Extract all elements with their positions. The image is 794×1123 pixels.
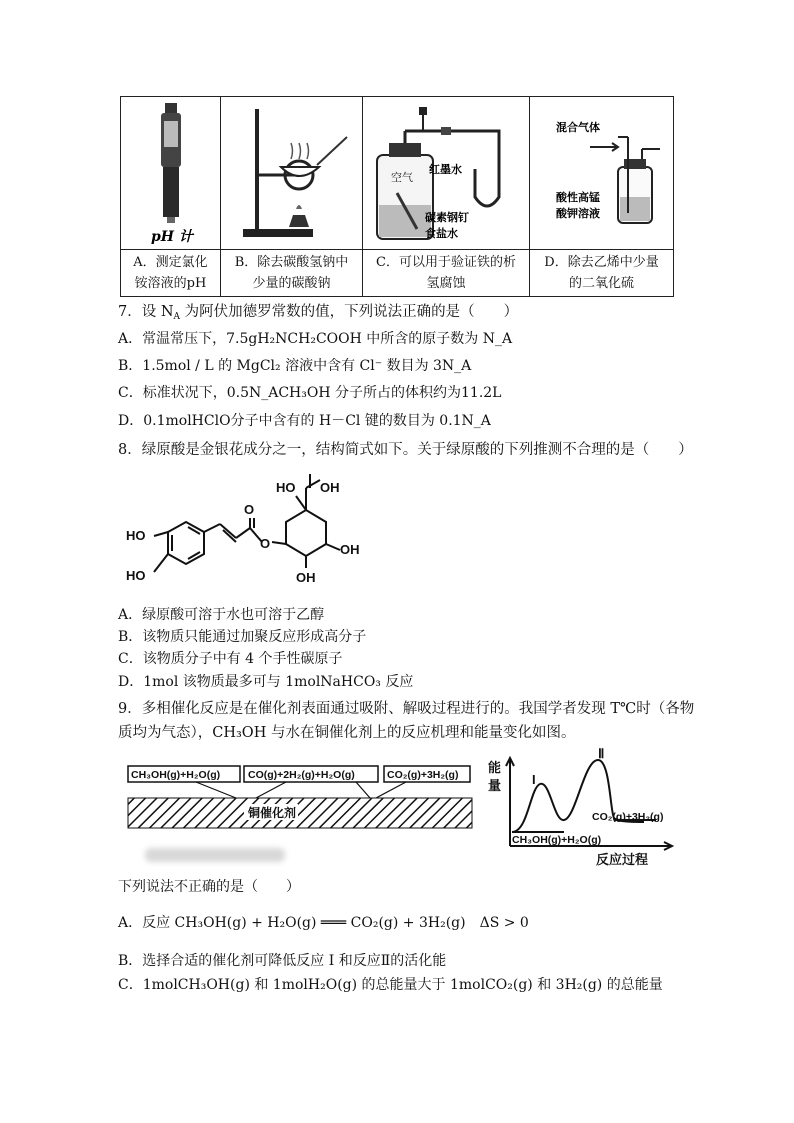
apparatus-table [120, 96, 674, 297]
mixed-gas-label: 混合气体 [556, 121, 600, 134]
peak-2-label: Ⅱ [598, 748, 605, 761]
caption-c: C．可以用于验证铁的析 氢腐蚀 [363, 250, 530, 297]
ester-o: O [260, 536, 271, 551]
iron-nail-label: 碳素钢钉 [425, 211, 469, 224]
q9-option-b: B．选择合适的催化剂可降低反应 I 和反应Ⅱ的活化能 [118, 953, 447, 969]
caption-b: B．除去碳酸氢钠中 少量的碳酸钠 [221, 250, 363, 297]
energy-diagram [484, 748, 684, 868]
q7-option-a: A．常温常压下，7.5gH₂NCH₂COOH 中所含的原子数为 N_A [118, 331, 513, 347]
q7-option-d: D．0.1molHClO分子中含有的 H－Cl 键的数目为 0.1N_A [118, 413, 491, 429]
q9-option-a: A．反应 CH₃OH(g) + H₂O(g) ═══ CO₂(g) + 3H₂(g) ΔS > 0 [118, 915, 529, 931]
q9-stem-line1: 9．多相催化反应是在催化剂表面通过吸附、解吸过程进行的。我国学者发现 T℃时（各物 [118, 701, 695, 717]
q8-option-d: D．1mol 该物质最多可与 1molNaHCO₃ 反应 [118, 674, 414, 690]
caption-a: A．测定氯化 铵溶液的pH [121, 250, 221, 297]
q8-option-b: B．该物质只能通过加聚反应形成高分子 [118, 629, 367, 645]
salt-water-label: 食盐水 [425, 227, 458, 240]
q7-option-b: B．1.5mol / L 的 MgCl₂ 溶液中含有 Cl⁻ 数目为 3N_A [118, 358, 472, 374]
air-label: 空气 [391, 171, 413, 184]
mechanism-diagram [126, 760, 476, 832]
catechol-ho-bottom: HO [126, 568, 146, 583]
carbonyl-o: O [244, 502, 255, 517]
apparatus-a-image [121, 97, 221, 250]
oh-right: OH [340, 542, 360, 557]
ph-meter-label: pH 计 [151, 229, 193, 245]
mechanism-box2: CO(g)+2H₂(g)+H₂O(g) [248, 769, 355, 781]
cooh-oh: OH [320, 480, 340, 495]
chlorogenic-acid-structure [120, 462, 380, 592]
energy-xlabel: 反应过程 [596, 852, 649, 867]
caption-d: D．除去乙烯中少量 的二氧化硫 [530, 250, 674, 297]
peak-1-label: I [532, 772, 536, 787]
q7-option-c: C．标准状况下，0.5N_ACH₃OH 分子所占的体积约为11.2L [118, 385, 502, 401]
catechol-ho-top: HO [126, 528, 146, 543]
kmno4-label-1: 酸性高锰 [556, 191, 600, 204]
energy-ylabel-2: 量 [488, 778, 502, 793]
blurred-caption [145, 848, 285, 862]
ho-top: HO [276, 480, 296, 495]
q8-option-a: A．绿原酸可溶于水也可溶于乙醇 [118, 607, 325, 623]
q8-stem: 8．绿原酸是金银花成分之一，结构简式如下。关于绿原酸的下列推测不合理的是（ ） [118, 442, 693, 458]
apparatus-b-image [221, 97, 363, 250]
products-label: CO₂(g)+3H₂(g) [592, 811, 664, 823]
reactants-label: CH₃OH(g)+H₂O(g) [512, 834, 602, 846]
q9-option-c: C．1molCH₃OH(g) 和 1molH₂O(g) 的总能量大于 1molCO₂(g) 和 3H₂(g) 的总能量 [118, 977, 663, 993]
mechanism-box3: CO₂(g)+3H₂(g) [387, 769, 459, 781]
red-ink-label: 红墨水 [429, 163, 462, 176]
catalyst-label: 铜催化剂 [248, 806, 297, 820]
q9-stem-line2: 质均为气态），CH₃OH 与水在铜催化剂上的反应机理和能量变化如图。 [118, 725, 576, 741]
mechanism-box1: CH₃OH(g)+H₂O(g) [131, 769, 221, 781]
q9-prompt: 下列说法不正确的是（ ） [118, 879, 300, 895]
energy-ylabel-1: 能 [488, 760, 502, 775]
apparatus-d-image [530, 97, 674, 250]
kmno4-label-2: 酸钾溶液 [556, 207, 600, 220]
q7-stem: 7．设 $N_A$ 为阿伏加德罗常数的值，下列说法正确的是（ ） [118, 304, 519, 322]
q8-option-c: C．该物质分子中有 4 个手性碳原子 [118, 651, 343, 667]
oh-bottom: OH [296, 570, 316, 585]
apparatus-c-image [363, 97, 530, 250]
